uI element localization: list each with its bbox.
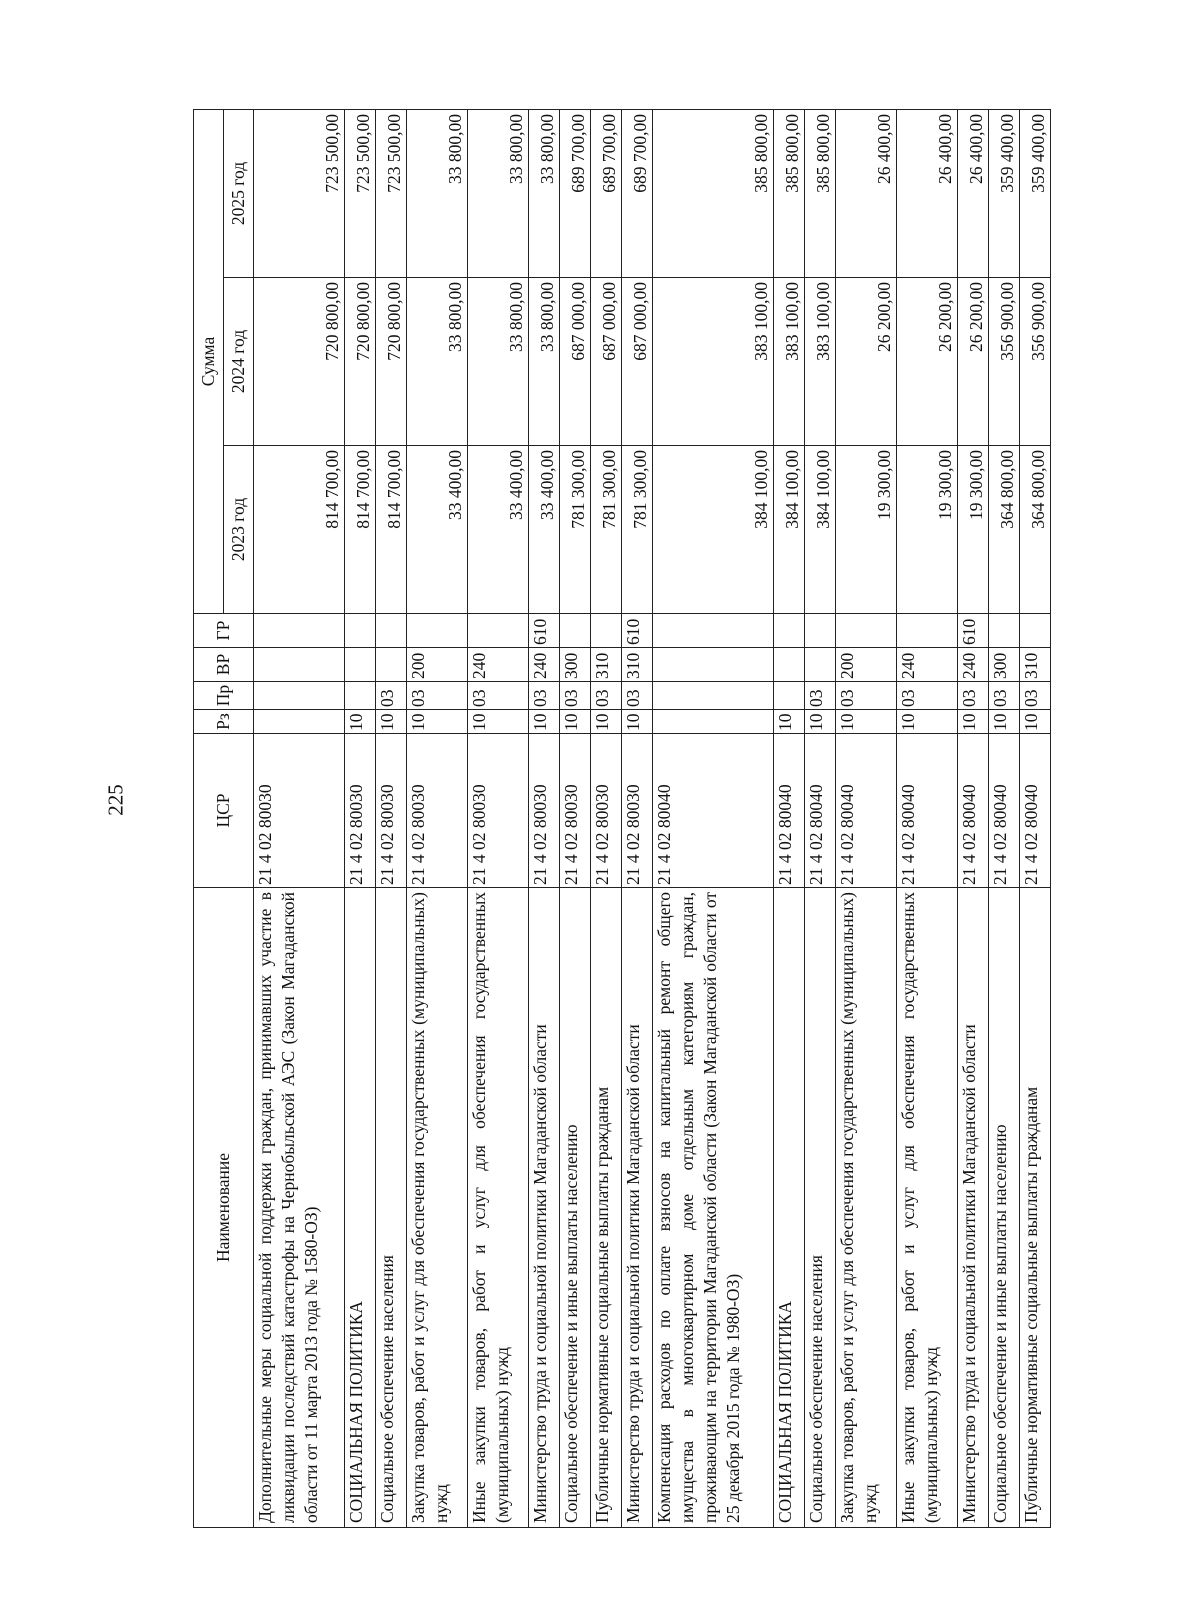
cell-gr: 610 (622, 614, 653, 648)
cell-pr: 03 (406, 682, 467, 710)
cell-gr (773, 614, 804, 648)
table-row (988, 109, 1019, 1527)
cell-vr (375, 648, 406, 682)
cell-y2024: 720 800,00 (375, 278, 406, 446)
cell-rz: 10 (957, 710, 988, 734)
cell-y2024: 33 800,00 (406, 278, 467, 446)
header-csr: ЦСР (194, 734, 254, 888)
cell-name: Закупка товаров, работ и услуг для обеспечения государственных (муниципальных) нужд (835, 888, 896, 1528)
cell-gr (559, 614, 590, 648)
cell-y2025: 723 500,00 (375, 109, 406, 277)
cell-rz: 10 (528, 710, 559, 734)
cell-name: Закупка товаров, работ и услуг для обеспечения государственных (муниципальных) нужд (406, 888, 467, 1528)
cell-pr: 03 (957, 682, 988, 710)
table-row (896, 109, 957, 1527)
cell-rz: 10 (804, 710, 835, 734)
cell-y2023: 33 400,00 (406, 446, 467, 614)
cell-y2024: 687 000,00 (622, 278, 653, 446)
cell-name: Компенсация расходов по оплате взносов на капитальный ремонт общего имущества в многоквартирном доме отдельным категориям граждан, проживающим на территории Магаданской области (Закон Магаданской области от 25 декабря 2015 года № 1980-ОЗ) (653, 888, 774, 1528)
cell-pr: 03 (467, 682, 528, 710)
cell-vr: 310 (622, 648, 653, 682)
cell-gr (653, 614, 774, 648)
cell-y2023: 781 300,00 (622, 446, 653, 614)
cell-name: Социальное обеспечение и иные выплаты населению (559, 888, 590, 1528)
cell-name: Публичные нормативные социальные выплаты гражданам (590, 888, 621, 1528)
cell-name: Министерство труда и социальной политики Магаданской области (528, 888, 559, 1528)
cell-pr: 03 (835, 682, 896, 710)
table-row (467, 109, 528, 1527)
cell-name: Дополнительные меры социальной поддержки граждан, принимавших участие в ликвидации последствий катастрофы на Чернобыльской АЭС (Закон Магаданской области от 11 марта 2013 года № 1580-ОЗ) (254, 888, 345, 1528)
cell-y2025: 33 800,00 (528, 109, 559, 277)
cell-name: Иные закупки товаров, работ и услуг для обеспечения государственных (муниципальных) нужд (896, 888, 957, 1528)
cell-csr: 21 4 02 80040 (988, 734, 1019, 888)
cell-gr (988, 614, 1019, 648)
cell-pr: 03 (375, 682, 406, 710)
cell-vr: 200 (406, 648, 467, 682)
cell-gr (406, 614, 467, 648)
cell-y2025: 689 700,00 (622, 109, 653, 277)
cell-pr (773, 682, 804, 710)
cell-gr (375, 614, 406, 648)
cell-rz: 10 (406, 710, 467, 734)
cell-y2025: 723 500,00 (254, 109, 345, 277)
cell-csr: 21 4 02 80030 (559, 734, 590, 888)
cell-y2024: 383 100,00 (773, 278, 804, 446)
table-header (194, 109, 254, 1527)
cell-y2023: 19 300,00 (896, 446, 957, 614)
header-name: Наименование (194, 888, 254, 1528)
cell-y2023: 33 400,00 (467, 446, 528, 614)
header-vr: ВР (194, 648, 254, 682)
cell-y2024: 356 900,00 (988, 278, 1019, 446)
cell-csr: 21 4 02 80040 (957, 734, 988, 888)
cell-rz (653, 710, 774, 734)
cell-y2024: 356 900,00 (1019, 278, 1050, 446)
cell-pr: 03 (590, 682, 621, 710)
cell-vr: 240 (896, 648, 957, 682)
header-2023: 2023 год (224, 446, 254, 614)
cell-y2024: 383 100,00 (653, 278, 774, 446)
table-row (254, 109, 345, 1527)
cell-vr (773, 648, 804, 682)
cell-name: Социальное обеспечение и иные выплаты населению (988, 888, 1019, 1528)
cell-name: Социальное обеспечение населения (375, 888, 406, 1528)
cell-y2024: 26 200,00 (896, 278, 957, 446)
cell-y2023: 33 400,00 (528, 446, 559, 614)
cell-vr: 240 (957, 648, 988, 682)
cell-gr (835, 614, 896, 648)
cell-csr: 21 4 02 80030 (622, 734, 653, 888)
header-2024: 2024 год (224, 278, 254, 446)
table-body (254, 109, 1051, 1527)
table-row (835, 109, 896, 1527)
cell-vr: 300 (988, 648, 1019, 682)
cell-pr: 03 (622, 682, 653, 710)
cell-y2025: 385 800,00 (653, 109, 774, 277)
cell-y2025: 33 800,00 (467, 109, 528, 277)
cell-rz: 10 (559, 710, 590, 734)
cell-y2023: 781 300,00 (559, 446, 590, 614)
cell-y2023: 814 700,00 (375, 446, 406, 614)
cell-rz: 10 (622, 710, 653, 734)
cell-y2023: 384 100,00 (653, 446, 774, 614)
cell-vr (804, 648, 835, 682)
cell-y2025: 33 800,00 (406, 109, 467, 277)
cell-rz (254, 710, 345, 734)
table-row (590, 109, 621, 1527)
table-row (406, 109, 467, 1527)
cell-name: СОЦИАЛЬНАЯ ПОЛИТИКА (344, 888, 375, 1528)
table-row (957, 109, 988, 1527)
cell-pr: 03 (528, 682, 559, 710)
cell-y2023: 19 300,00 (835, 446, 896, 614)
cell-gr: 610 (528, 614, 559, 648)
cell-y2024: 33 800,00 (467, 278, 528, 446)
cell-csr: 21 4 02 80030 (344, 734, 375, 888)
cell-pr: 03 (896, 682, 957, 710)
cell-y2024: 720 800,00 (254, 278, 345, 446)
cell-y2025: 385 800,00 (773, 109, 804, 277)
cell-name: СОЦИАЛЬНАЯ ПОЛИТИКА (773, 888, 804, 1528)
cell-name: Публичные нормативные социальные выплаты гражданам (1019, 888, 1050, 1528)
cell-y2025: 689 700,00 (559, 109, 590, 277)
cell-csr: 21 4 02 80040 (1019, 734, 1050, 888)
cell-name: Иные закупки товаров, работ и услуг для обеспечения государственных (муниципальных) нужд (467, 888, 528, 1528)
cell-y2024: 33 800,00 (528, 278, 559, 446)
cell-y2025: 689 700,00 (590, 109, 621, 277)
cell-vr: 200 (835, 648, 896, 682)
cell-gr (254, 614, 345, 648)
cell-rz: 10 (344, 710, 375, 734)
header-sum: Сумма (194, 109, 224, 613)
table-row (653, 109, 774, 1527)
cell-gr (590, 614, 621, 648)
cell-csr: 21 4 02 80030 (590, 734, 621, 888)
cell-gr (1019, 614, 1050, 648)
header-2025: 2025 год (224, 109, 254, 277)
cell-y2023: 384 100,00 (773, 446, 804, 614)
cell-pr: 03 (1019, 682, 1050, 710)
cell-gr (467, 614, 528, 648)
cell-rz: 10 (1019, 710, 1050, 734)
table-row (622, 109, 653, 1527)
cell-y2025: 26 400,00 (896, 109, 957, 277)
cell-name: Социальное обеспечение населения (804, 888, 835, 1528)
cell-vr: 240 (467, 648, 528, 682)
cell-rz: 10 (375, 710, 406, 734)
cell-vr: 300 (559, 648, 590, 682)
cell-rz: 10 (896, 710, 957, 734)
cell-pr: 03 (559, 682, 590, 710)
cell-csr: 21 4 02 80030 (375, 734, 406, 888)
cell-rz: 10 (467, 710, 528, 734)
cell-y2023: 814 700,00 (344, 446, 375, 614)
cell-gr (804, 614, 835, 648)
cell-y2024: 720 800,00 (344, 278, 375, 446)
cell-name: Министерство труда и социальной политики Магаданской области (957, 888, 988, 1528)
cell-y2024: 687 000,00 (559, 278, 590, 446)
cell-vr (254, 648, 345, 682)
cell-vr (344, 648, 375, 682)
cell-y2023: 384 100,00 (804, 446, 835, 614)
table-row (375, 109, 406, 1527)
table-row (1019, 109, 1050, 1527)
cell-name: Министерство труда и социальной политики Магаданской области (622, 888, 653, 1528)
table-row (773, 109, 804, 1527)
cell-rz: 10 (773, 710, 804, 734)
cell-y2024: 383 100,00 (804, 278, 835, 446)
cell-pr: 03 (804, 682, 835, 710)
cell-y2024: 26 200,00 (835, 278, 896, 446)
cell-csr: 21 4 02 80040 (835, 734, 896, 888)
table-row (528, 109, 559, 1527)
cell-y2025: 26 400,00 (835, 109, 896, 277)
header-pr: Пр (194, 682, 254, 710)
cell-y2025: 385 800,00 (804, 109, 835, 277)
budget-table (193, 109, 1051, 1528)
cell-pr: 03 (988, 682, 1019, 710)
cell-pr (653, 682, 774, 710)
table-row (804, 109, 835, 1527)
cell-y2025: 723 500,00 (344, 109, 375, 277)
header-gr: ГР (194, 614, 254, 648)
cell-rz: 10 (988, 710, 1019, 734)
cell-gr (896, 614, 957, 648)
cell-y2025: 359 400,00 (1019, 109, 1050, 277)
cell-rz: 10 (590, 710, 621, 734)
cell-y2023: 19 300,00 (957, 446, 988, 614)
cell-gr: 610 (957, 614, 988, 648)
table-row (344, 109, 375, 1527)
cell-y2023: 781 300,00 (590, 446, 621, 614)
cell-gr (344, 614, 375, 648)
cell-csr: 21 4 02 80040 (804, 734, 835, 888)
cell-csr: 21 4 02 80030 (406, 734, 467, 888)
cell-csr: 21 4 02 80040 (896, 734, 957, 888)
cell-csr: 21 4 02 80030 (254, 734, 345, 888)
cell-pr (254, 682, 345, 710)
cell-y2023: 364 800,00 (988, 446, 1019, 614)
cell-vr (653, 648, 774, 682)
cell-csr: 21 4 02 80030 (467, 734, 528, 888)
cell-vr: 310 (1019, 648, 1050, 682)
cell-y2024: 26 200,00 (957, 278, 988, 446)
cell-y2023: 364 800,00 (1019, 446, 1050, 614)
cell-vr: 310 (590, 648, 621, 682)
cell-csr: 21 4 02 80040 (653, 734, 774, 888)
cell-y2025: 359 400,00 (988, 109, 1019, 277)
cell-vr: 240 (528, 648, 559, 682)
cell-csr: 21 4 02 80030 (528, 734, 559, 888)
cell-rz: 10 (835, 710, 896, 734)
budget-table-container (193, 110, 1051, 1528)
cell-csr: 21 4 02 80040 (773, 734, 804, 888)
cell-y2024: 687 000,00 (590, 278, 621, 446)
cell-y2023: 814 700,00 (254, 446, 345, 614)
cell-pr (344, 682, 375, 710)
header-rz: Рз (194, 710, 254, 734)
page-number: 225 (103, 784, 128, 816)
table-row (559, 109, 590, 1527)
cell-y2025: 26 400,00 (957, 109, 988, 277)
